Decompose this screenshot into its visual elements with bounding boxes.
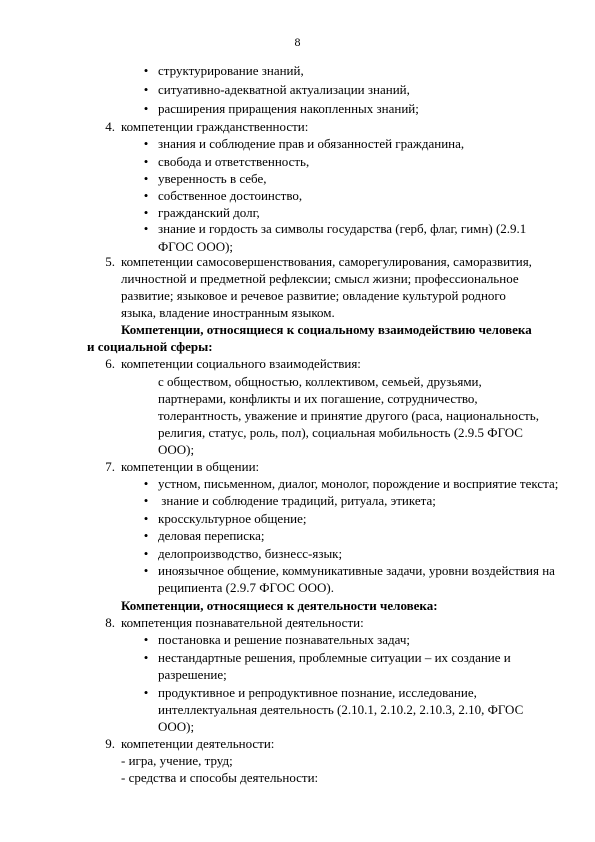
- bullet-icon: •: [143, 82, 149, 97]
- bullet-icon: •: [143, 476, 149, 491]
- bullet-icon: •: [143, 563, 149, 578]
- bullet-icon: •: [143, 171, 149, 186]
- bullet-icon: •: [143, 511, 149, 526]
- bullet-icon: •: [143, 205, 149, 220]
- bullet-icon: •: [143, 63, 149, 78]
- bullet-icon: •: [143, 188, 149, 203]
- bullet-icon: •: [143, 101, 149, 116]
- bullet-icon: •: [143, 650, 149, 665]
- bullet-icon: •: [143, 136, 149, 151]
- bullet-icon: •: [143, 528, 149, 543]
- bullet-icon: •: [143, 546, 149, 561]
- bullet-icon: •: [143, 154, 149, 169]
- bullet-icon: •: [143, 493, 149, 508]
- document-page: 8 • структурирование знаний, • ситуативно-адекватной актуализации знаний, • расширения приращения накопленных знаний; 4. компетенции гражданственности: • знания и соблюдение прав и обязанностей гражданина, • свобода и ответственность, • уверенность в себе, • собственное достоинство, • гражданский долг, • знание и гордость за символы государства (герб, флаг, гимн) (2.9.1 ФГОС ООО); 5. компетенции самосовершенствования, саморегулирования, саморазвития, личностной и предметной рефлексии; смысл жизни; профессиональное развитие; языковое и речевое развитие; овладение культурой родного языка, владение иностранным языком. Компетенции, относящиеся к социальному взаимодействию человека и социальной сферы: 6. компетенции социального взаимодействия: с обществом, общностью, коллективом, семьей, друзьями, партнерами, конфликты и их погашение, сотрудничество, толерантность, уважение и принятие другого (раса, национальность, религия, статус, роль, пол), социальная мобильность (2.9.5 ФГОС ООО); 7. компетенции в общении: • устном, письменном, диалог, монолог, порождение и восприятие текста; • знание и соблюдение традиций, ритуала, этикета; • кросскультурное общение; • деловая переписка; • делопроизводство, бизнесс-язык; • иноязычное общение, коммуникативные задачи, уровни воздействия на реципиента (2.9.7 ФГОС ООО). Компетенции, относящиеся к деятельности человека: 8. компетенция познавательной деятельности: • постановка и решение познавательных задач; • нестандартные решения, проблемные ситуации – их создание и разрешение; • продуктивное и репродуктивное познание, исследование, интеллектуальная деятельность (2.10.1, 2.10.2, 2.10.3, 2.10, ФГОС ООО); 9. компетенции деятельности: - игра, учение, труд; - средства и способы деятельности:: [0, 0, 595, 842]
- bullet-icon: •: [143, 685, 149, 700]
- page-number: 8: [294, 35, 301, 49]
- bullet-icon: •: [143, 632, 149, 647]
- bullet-icon: •: [143, 221, 149, 236]
